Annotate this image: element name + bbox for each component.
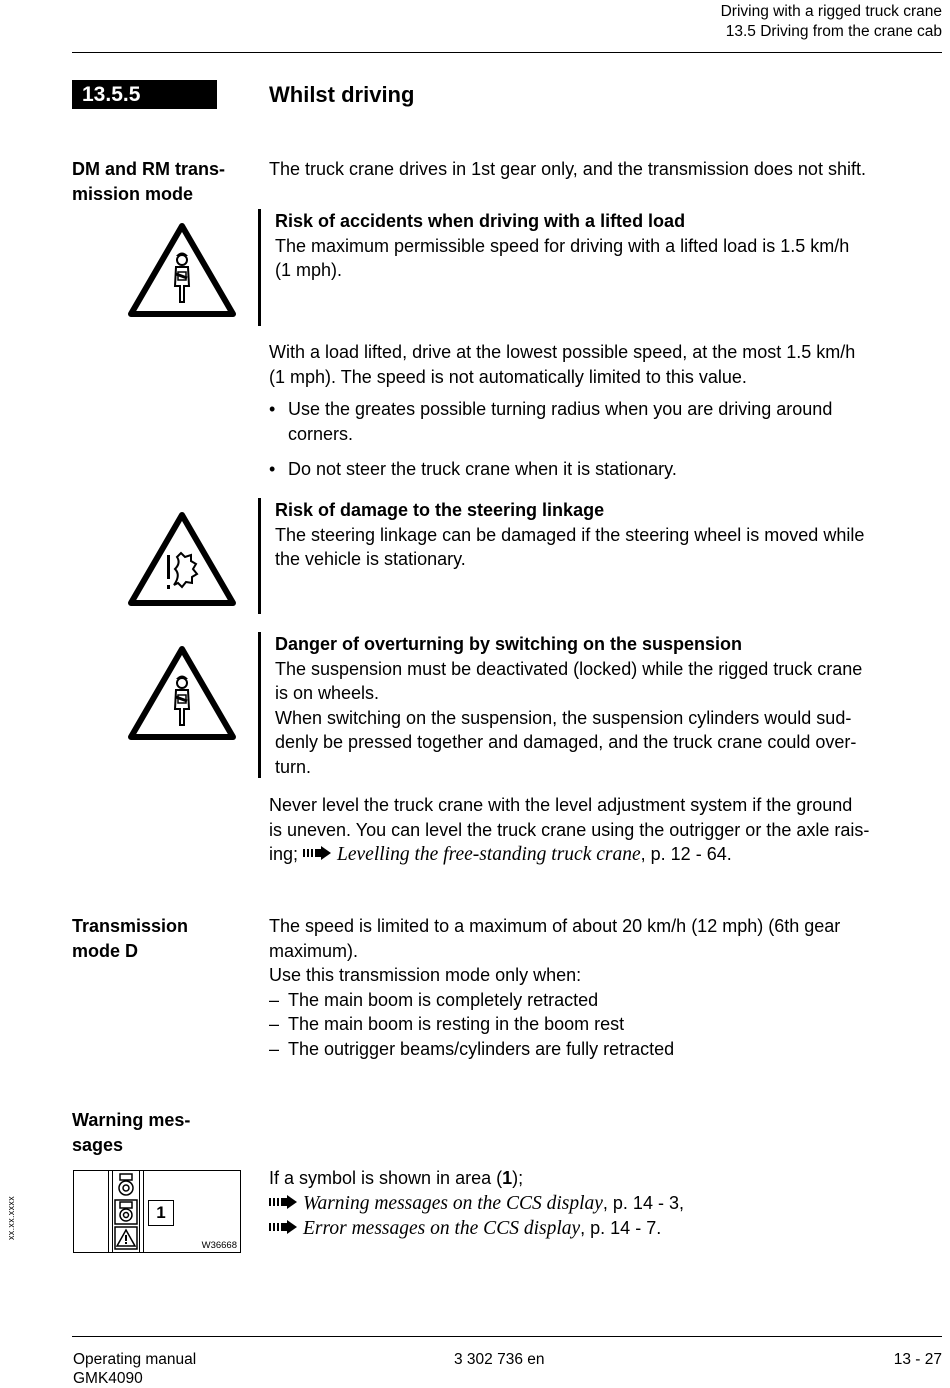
- list-item: • Use the greates possible turning radius when you are driving around corners.: [269, 399, 833, 444]
- person-hazard-warning-icon: [125, 643, 239, 743]
- figure-code: W36668: [201, 1240, 237, 1251]
- footer-rule: [72, 1336, 942, 1337]
- warning-title: Risk of accidents when driving with a lifted load: [275, 211, 686, 231]
- ccs-display-panel-figure: [73, 1170, 241, 1253]
- list-item: – The outrigger beams/cylinders are fully retracted: [269, 1038, 675, 1059]
- cross-reference-arrow-icon: [303, 846, 333, 860]
- header-rule: [72, 52, 942, 53]
- header-chapter: Driving with a rigged truck crane: [720, 3, 942, 20]
- footer-left: Operating manual GMK4090: [73, 1351, 197, 1387]
- running-header: [721, 2, 942, 42]
- area-number-badge: 1: [148, 1200, 174, 1226]
- transmission-symbol-icon: [114, 1172, 138, 1198]
- side-heading-warning-messages: Warning mes- sages: [72, 1110, 191, 1155]
- cross-reference-arrow-icon: [269, 1220, 299, 1234]
- warning-title: Risk of damage to the steering linkage: [275, 500, 605, 520]
- bullet-list: [269, 397, 945, 482]
- error-messages-link[interactable]: Error messages on the CCS display: [303, 1218, 581, 1239]
- warning-text: the vehicle is stationary.: [275, 549, 466, 569]
- levelling-paragraph: Never level the truck crane with the level adjustment system if the ground is uneven. You can level the truck crane using the outrigger or the axle rais- ing; Levelling the free-standing truck crane, p. 12 - 64.: [269, 795, 870, 865]
- warning-title: Danger of overturning by switching on the suspension: [275, 634, 743, 654]
- side-date-code: xx.xx.xxxx: [6, 1195, 16, 1240]
- warning-suspension: [258, 632, 948, 778]
- list-item: – The main boom is resting in the boom rest: [269, 1014, 625, 1034]
- warning-text: turn.: [275, 756, 312, 777]
- side-heading-dm-rm: DM and RM trans- mission mode: [72, 159, 225, 204]
- lifted-load-paragraph: With a load lifted, drive at the lowest possible speed, at the most 1.5 km/h (1 mph). The speed is not automatically limited to this value.: [269, 342, 856, 387]
- warning-text: When switching on the suspension, the suspension cylinders would sud-: [275, 707, 852, 728]
- footer-center: 3 302 736 en: [454, 1351, 545, 1368]
- list-item: • Do not steer the truck crane when it is stationary.: [269, 459, 677, 479]
- person-hazard-warning-icon: [125, 220, 239, 320]
- section-number: 13.5.5: [72, 80, 217, 109]
- list-item: – The main boom is completely retracted: [269, 989, 599, 1010]
- warning-triangle-icon: [114, 1226, 138, 1250]
- cross-reference-arrow-icon: [269, 1195, 299, 1209]
- header-section: 13.5 Driving from the crane cab: [725, 23, 942, 40]
- warning-text: The maximum permissible speed for driving with a lifted load is 1.5 km/h: [275, 235, 850, 256]
- section-title: Whilst driving: [269, 82, 415, 107]
- page-number: 13 - 27: [893, 1351, 942, 1368]
- warning-lifted-load: [258, 209, 948, 326]
- dm-rm-intro: The truck crane drives in 1st gear only, and the transmission does not shift.: [269, 159, 866, 179]
- warning-messages-link[interactable]: Warning messages on the CCS display: [303, 1192, 603, 1214]
- warning-text: The steering linkage can be damaged if the steering wheel is moved while: [275, 524, 865, 545]
- warning-steering-linkage: [258, 498, 948, 614]
- warning-text: The suspension must be deactivated (locked) while the rigged truck crane: [275, 658, 863, 679]
- warning-text: is on wheels.: [275, 683, 380, 703]
- warning-text: (1 mph).: [275, 260, 343, 280]
- machine-damage-warning-icon: [125, 509, 239, 609]
- transmission-symbol-icon: [114, 1199, 138, 1225]
- warning-text: denly be pressed together and damaged, and the truck crane could over-: [275, 732, 857, 752]
- levelling-link[interactable]: Levelling the free-standing truck crane: [337, 844, 641, 865]
- side-heading-mode-d: Transmission mode D: [72, 916, 189, 961]
- warning-messages-text: If a symbol is shown in area (1); Warning messages on the CCS display, p. 14 - 3, Error messages on the CCS display, p. 14 - 7.: [269, 1168, 684, 1239]
- mode-d-text: The speed is limited to a maximum of about 20 km/h (12 mph) (6th gear maximum). Use this transmission mode only when: – The main boom is completely retracted – The main boom is resting in the boom rest – The outrigger beams/cylinders are fully retracted: [269, 914, 945, 1061]
